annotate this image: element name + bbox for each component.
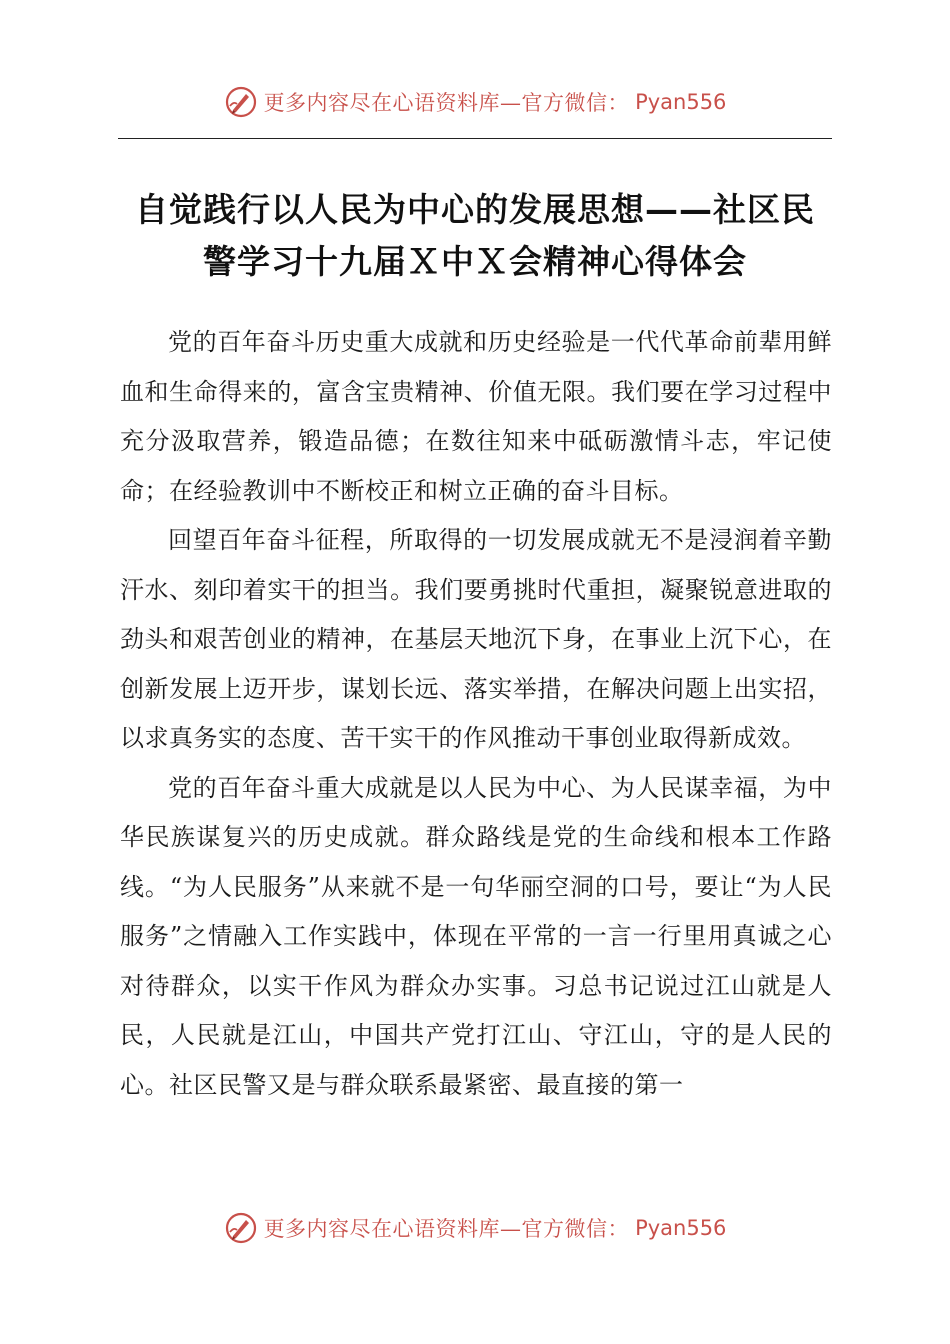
header-banner-text: 更多内容尽在心语资料库—官方微信： xyxy=(263,91,630,115)
footer-banner xyxy=(0,1208,950,1248)
footer-banner-text: 更多内容尽在心语资料库—官方微信： xyxy=(263,1217,630,1241)
footer-wechat-id: Pyan556 xyxy=(635,1216,727,1240)
pen-circle-logo-icon xyxy=(224,85,258,119)
paragraph: 回望百年奋斗征程，所取得的一切发展成就无不是浸润着辛勤汗水、刻印着实干的担当。我们要勇挑时代重担，凝聚锐意进取的劲头和艰苦创业的精神，在基层天地沉下身，在事业上沉下心，在创新发展上迈开步，谋划长远、落实举措，在解决问题上出实招，以求真务实的态度、苦干实干的作风推动干事创业取得新成效。 xyxy=(120,526,832,752)
header-banner xyxy=(0,82,950,122)
paragraph: 党的百年奋斗历史重大成就和历史经验是一代代革命前辈用鲜血和生命得来的，富含宝贵精神、价值无限。我们要在学习过程中充分汲取营养，锻造品德；在数往知来中砥砺激情斗志，牢记使命；在经验教训中不断校正和树立正确的奋斗目标。 xyxy=(120,328,832,505)
header-divider xyxy=(118,138,832,139)
header-wechat-id: Pyan556 xyxy=(635,90,727,114)
document-body xyxy=(120,318,832,1110)
title-line-1: 自觉践行以人民为中心的发展思想——社区民 xyxy=(135,190,815,229)
paragraph: 党的百年奋斗重大成就是以人民为中心、为人民谋幸福，为中华民族谋复兴的历史成就。群众路线是党的生命线和根本工作路线。“为人民服务”从来就不是一句华丽空洞的口号，要让“为人民服务”之情融入工作实践中，体现在平常的一言一行里用真诚之心对待群众，以实干作风为群众办实事。习总书记说过江山就是人民，人民就是江山，中国共产党打江山、守江山，守的是人民的心。社区民警又是与群众联系最紧密、最直接的第一 xyxy=(120,773,832,1099)
document-title xyxy=(100,184,850,288)
title-line-2: 警学习十九届Ｘ中Ｘ会精神心得体会 xyxy=(203,242,747,281)
pen-circle-logo-icon xyxy=(224,1211,258,1245)
